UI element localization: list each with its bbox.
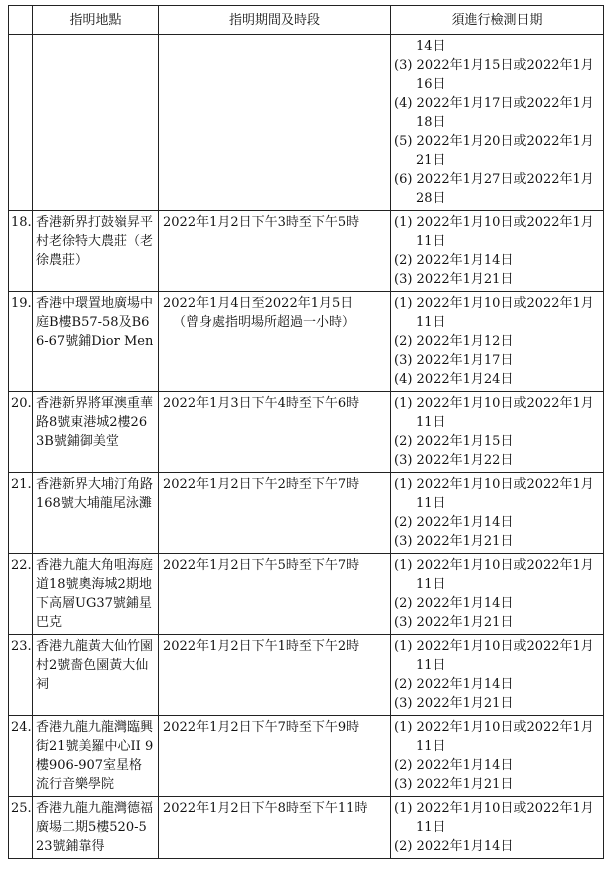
location-cell: 香港九龍黃大仙竹園村2號嗇色園黃大仙祠 (33, 635, 159, 716)
test-date-line: (2) 2022年1月14日 (394, 758, 514, 773)
dates-cell (391, 797, 604, 859)
header-dates: 須進行檢測日期 (391, 6, 604, 35)
test-date-line: (1) 2022年1月10日或2022年1月 (394, 396, 594, 411)
test-date-line: (1) 2022年1月10日或2022年1月 (394, 801, 594, 816)
test-date-line: (1) 2022年1月10日或2022年1月 (394, 477, 594, 492)
test-date-line: (2) 2022年1月14日 (394, 515, 514, 530)
dates-cell (391, 473, 604, 554)
test-date-line: (3) 2022年1月17日 (394, 353, 514, 368)
test-date-line: (5) 2022年1月20日或2022年1月 (394, 134, 594, 149)
test-date-continuation: 11日 (416, 658, 446, 673)
row-number: 21. (9, 473, 33, 554)
test-date-line: (1) 2022年1月10日或2022年1月 (394, 720, 594, 735)
table-row (9, 635, 604, 716)
period-cell (159, 797, 391, 859)
dates-cell (391, 635, 604, 716)
test-date-line: (4) 2022年1月17日或2022年1月 (394, 96, 594, 111)
row-number: 18. (9, 211, 33, 292)
test-date-line: (3) 2022年1月15日或2022年1月 (394, 58, 594, 73)
row-number (9, 35, 33, 211)
location-cell: 香港中環置地廣場中庭B樓B57-58及B66-67號鋪Dior Men (33, 292, 159, 392)
test-date-line: (2) 2022年1月15日 (394, 434, 514, 449)
test-date-line: (4) 2022年1月24日 (394, 372, 514, 387)
test-date-line: (3) 2022年1月22日 (394, 453, 514, 468)
table-row (9, 292, 604, 392)
period-line: 2022年1月4日至2022年1月5日 (163, 296, 354, 311)
test-date-continuation: 11日 (416, 577, 446, 592)
period-line: 2022年1月2日下午5時至下午7時 (163, 558, 360, 573)
test-date-line: (2) 2022年1月14日 (394, 253, 514, 268)
test-date-continuation: 16日 (416, 77, 446, 92)
test-date-line: (2) 2022年1月12日 (394, 334, 514, 349)
testing-schedule-table (8, 5, 604, 859)
table-row (9, 716, 604, 797)
row-number: 23. (9, 635, 33, 716)
test-date-line: (2) 2022年1月14日 (394, 596, 514, 611)
test-date-line: (1) 2022年1月10日或2022年1月 (394, 558, 594, 573)
period-line: 2022年1月2日下午2時至下午7時 (163, 477, 360, 492)
test-date-line: (3) 2022年1月21日 (394, 534, 514, 549)
test-date-line: (3) 2022年1月21日 (394, 777, 514, 792)
row-number: 24. (9, 716, 33, 797)
test-date-continuation: 11日 (416, 496, 446, 511)
test-date-continuation: 28日 (416, 191, 446, 206)
location-cell: 香港新界大埔汀角路168號大埔龍尾泳灘 (33, 473, 159, 554)
test-date-line: (1) 2022年1月10日或2022年1月 (394, 639, 594, 654)
period-line: 2022年1月2日下午1時至下午2時 (163, 639, 360, 654)
table-row (9, 392, 604, 473)
period-note: （曾身處指明場所超過一小時） (173, 315, 356, 330)
test-date-continuation: 18日 (416, 115, 446, 130)
table-row (9, 211, 604, 292)
dates-cell (391, 554, 604, 635)
period-line: 2022年1月2日下午7時至下午9時 (163, 720, 360, 735)
test-date-line: (3) 2022年1月21日 (394, 615, 514, 630)
location-cell: 香港新界將軍澳重華路8號東港城2樓263B號鋪御美堂 (33, 392, 159, 473)
period-cell (159, 635, 391, 716)
dates-cell (391, 716, 604, 797)
test-date-line: (2) 2022年1月14日 (394, 839, 514, 854)
test-date-continuation: 11日 (416, 315, 446, 330)
test-date-line: (3) 2022年1月21日 (394, 696, 514, 711)
row-number: 22. (9, 554, 33, 635)
table-header-row (9, 6, 604, 35)
location-cell: 香港九龍大角咀海庭道18號奧海城2期地下高層UG37號鋪星巴克 (33, 554, 159, 635)
test-date-line: (6) 2022年1月27日或2022年1月 (394, 172, 594, 187)
test-date-line: (1) 2022年1月10日或2022年1月 (394, 215, 594, 230)
table-row (9, 35, 604, 211)
period-line: 2022年1月2日下午3時至下午5時 (163, 215, 360, 230)
test-date-continuation: 11日 (416, 415, 446, 430)
location-cell: 香港九龍九龍灣臨興街21號美羅中心II 9樓906-907室星格流行音樂學院 (33, 716, 159, 797)
dates-cell (391, 35, 604, 211)
dates-cell (391, 211, 604, 292)
test-date-line: (2) 2022年1月14日 (394, 677, 514, 692)
period-cell (159, 554, 391, 635)
period-cell (159, 35, 391, 211)
table-row (9, 797, 604, 859)
test-date-continuation: 21日 (416, 153, 446, 168)
header-period: 指明期間及時段 (159, 6, 391, 35)
period-cell (159, 211, 391, 292)
header-number (9, 6, 33, 35)
location-cell: 香港九龍九龍灣德福廣場二期5樓520-523號鋪靠得 (33, 797, 159, 859)
period-line: 2022年1月2日下午8時至下午11時 (163, 801, 368, 816)
row-number: 20. (9, 392, 33, 473)
test-date-continuation: 14日 (416, 39, 446, 54)
period-line: 2022年1月3日下午4時至下午6時 (163, 396, 360, 411)
row-number: 25. (9, 797, 33, 859)
row-number: 19. (9, 292, 33, 392)
header-location: 指明地點 (33, 6, 159, 35)
table-row (9, 473, 604, 554)
table-row (9, 554, 604, 635)
location-cell: 香港新界打鼓嶺昇平村老徐特大農莊（老徐農莊） (33, 211, 159, 292)
period-cell (159, 473, 391, 554)
period-cell (159, 392, 391, 473)
test-date-line: (1) 2022年1月10日或2022年1月 (394, 296, 594, 311)
dates-cell (391, 392, 604, 473)
test-date-continuation: 11日 (416, 739, 446, 754)
location-cell (33, 35, 159, 211)
test-date-line: (3) 2022年1月21日 (394, 272, 514, 287)
test-date-continuation: 11日 (416, 820, 446, 835)
period-cell (159, 716, 391, 797)
dates-cell (391, 292, 604, 392)
test-date-continuation: 11日 (416, 234, 446, 249)
period-cell (159, 292, 391, 392)
